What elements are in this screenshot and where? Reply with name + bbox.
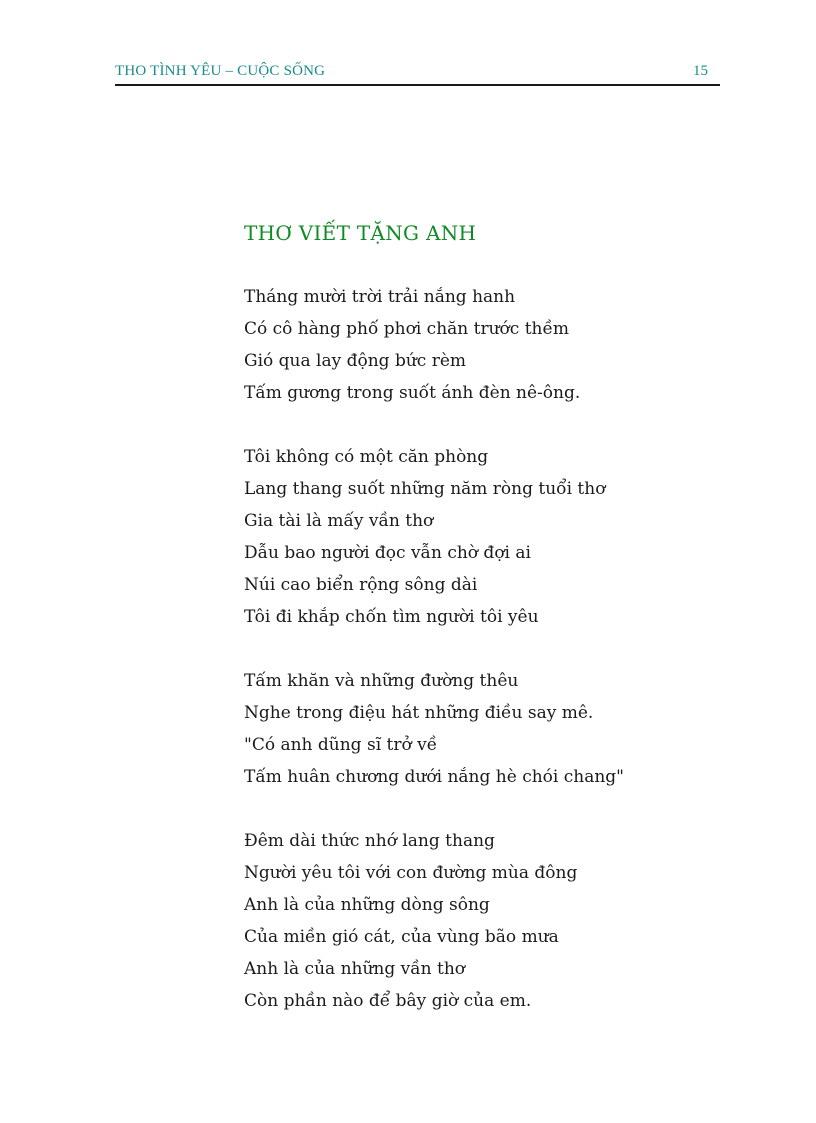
poem-line: Dẫu bao người đọc vẫn chờ đợi ai <box>244 543 531 563</box>
poem-line: Anh là của những dòng sông <box>244 895 490 915</box>
poem-line: Núi cao biển rộng sông dài <box>244 575 478 595</box>
poem-line: Tấm gương trong suốt ánh đèn nê-ông. <box>244 383 581 403</box>
poem-line: Người yêu tôi với con đường mùa đông <box>244 863 578 883</box>
poem-line: Có cô hàng phố phơi chăn trước thềm <box>244 319 570 339</box>
poem-line: Tháng mười trời trải nắng hanh <box>244 287 516 307</box>
poem-line: Của miền gió cát, của vùng bão mưa <box>244 927 559 947</box>
poem-line: Tôi đi khắp chốn tìm người tôi yêu <box>244 607 539 627</box>
running-header <box>115 60 720 86</box>
poem-line: Tấm khăn và những đường thêu <box>244 671 519 691</box>
poem-line: Anh là của những vần thơ <box>244 959 466 979</box>
poem-line: Đêm dài thức nhớ lang thang <box>244 831 495 851</box>
header-title: THO TÌNH YÊU – CUỘC SỐNG <box>115 63 326 79</box>
stanza-2 <box>244 441 764 633</box>
poem-line: Lang thang suốt những năm ròng tuổi thơ <box>244 479 606 499</box>
poem <box>244 218 764 1049</box>
poem-line: Nghe trong điệu hát những điều say mê. <box>244 703 594 723</box>
stanza-1 <box>244 281 764 409</box>
poem-line: "Có anh dũng sĩ trở về <box>244 735 438 755</box>
poem-line: Tấm huân chương dưới nắng hè chói chang" <box>244 767 624 787</box>
poem-line: Tôi không có một căn phòng <box>244 447 489 467</box>
stanza-3 <box>244 665 764 793</box>
page-number: 15 <box>693 63 708 79</box>
poem-line: Gió qua lay động bức rèm <box>244 351 467 371</box>
poem-title: THƠ VIẾT TẶNG ANH <box>244 221 477 245</box>
stanza-4 <box>244 825 764 1017</box>
poem-line: Còn phần nào để bây giờ của em. <box>244 991 532 1011</box>
poem-line: Gia tài là mấy vần thơ <box>244 511 434 531</box>
